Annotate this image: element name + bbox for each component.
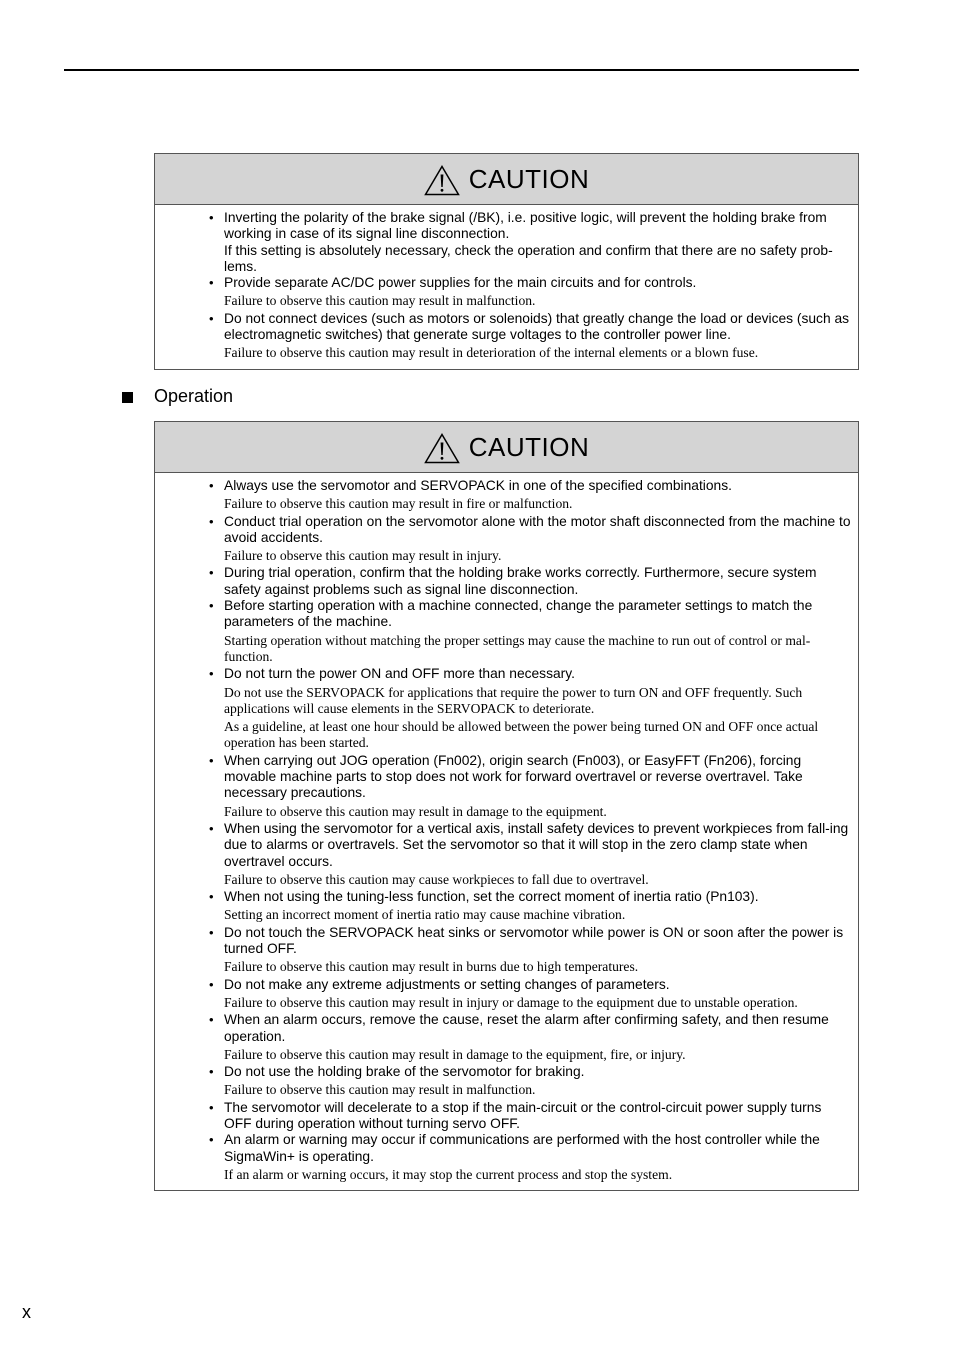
bullet-icon: • [209, 1099, 214, 1115]
caution-item-note: Failure to observe this caution may result in fire or malfunction. [224, 496, 573, 512]
bullet-icon: • [209, 565, 214, 581]
bullet-icon: • [209, 889, 214, 905]
section-heading-operation [122, 386, 233, 407]
bullet-icon: • [209, 820, 214, 836]
caution-item-text: When carrying out JOG operation (Fn002), origin search (Fn003), or EasyFFT (Fn206), forcing movable machine parts to stop does not work for forward overtravel or reverse overtravel. Take necessary precautions. [224, 752, 803, 801]
caution-item-text: Always use the servomotor and SERVOPACK in one of the specified combinations. [224, 478, 732, 493]
caution-item-note: Failure to observe this caution may result in damage to the equipment. [224, 803, 607, 819]
caution-item-content [224, 753, 852, 821]
caution-header [155, 422, 858, 473]
caution-item-content [224, 977, 852, 1013]
caution-item-content [224, 1100, 852, 1133]
caution-item [207, 666, 852, 752]
caution-item-text: When not using the tuning-less function, set the correct moment of inertia ratio (Pn103). [224, 889, 759, 905]
caution-item-content [224, 514, 852, 566]
caution-body [155, 473, 858, 1190]
caution-item-text: Before starting operation with a machine connected, change the parameter settings to match the parameters of the machine. [224, 598, 813, 630]
caution-item [207, 889, 852, 925]
caution-item-text: If this setting is absolutely necessary, check the operation and confirm that there are no safety prob-lems. [224, 242, 833, 274]
caution-item-text: During trial operation, confirm that the holding brake works correctly. Furthermore, secure system safety against problems such as signal line disconnection. [224, 565, 817, 597]
caution-header [155, 154, 858, 205]
caution-item [207, 275, 852, 311]
caution-item [207, 753, 852, 821]
caution-item [207, 565, 852, 598]
caution-item-note: Failure to observe this caution may result in malfunction. [224, 1082, 536, 1098]
page-number: x [22, 1302, 31, 1322]
bullet-icon: • [209, 310, 214, 326]
caution-item-note: Failure to observe this caution may result in deterioration of the internal elements or a blown fuse. [224, 345, 759, 361]
caution-item-content [224, 666, 852, 752]
caution-item-text: Do not touch the SERVOPACK heat sinks or servomotor while power is ON or soon after the power is turned OFF. [224, 924, 844, 957]
bullet-icon: • [209, 1012, 214, 1028]
caution-item-text: Do not use the holding brake of the servomotor for braking. [224, 1064, 585, 1080]
caution-item-content [224, 1064, 852, 1100]
caution-title: CAUTION [468, 431, 590, 462]
caution-item-note: Failure to observe this caution may result in malfunction. [224, 293, 536, 309]
caution-item-content [224, 275, 852, 311]
caution-item-content [224, 1012, 852, 1064]
caution-item-note: As a guideline, at least one hour should be allowed between the power being turned ON and OFF once actual operation has been started. [224, 719, 819, 751]
caution-item [207, 311, 852, 363]
caution-item-text: The servomotor will decelerate to a stop if the main-circuit or the control-circuit power supply turns OFF during operation without turning servo OFF. [224, 1099, 822, 1131]
caution-item-content [224, 925, 852, 977]
caution-item [207, 925, 852, 977]
caution-item-content [224, 821, 852, 889]
caution-title: CAUTION [468, 163, 590, 194]
caution-item-content [224, 210, 852, 275]
caution-item-text: Inverting the polarity of the brake signal (/BK), i.e. positive logic, will prevent the holding brake from working in case of its signal line disconnection. [224, 210, 827, 242]
caution-item-content [224, 311, 852, 363]
caution-item-content [224, 889, 852, 925]
caution-item-text: When using the servomotor for a vertical axis, install safety devices to prevent workpieces from fall-ing due to alarms or overtravels. Set the servomotor so that it will stop in the zero clamp state when overtravel occurs. [224, 820, 849, 869]
caution-item [207, 514, 852, 566]
caution-item-note: Setting an incorrect moment of inertia ratio may cause machine vibration. [224, 907, 626, 923]
caution-item [207, 1012, 852, 1064]
bullet-icon: • [209, 478, 214, 493]
caution-box-electrical [154, 153, 859, 370]
bullet-icon: • [209, 210, 214, 225]
header-rule [64, 69, 859, 71]
caution-item-note: Failure to observe this caution may cause workpieces to fall due to overtravel. [224, 871, 649, 887]
bullet-icon: • [209, 976, 214, 992]
caution-item [207, 1132, 852, 1184]
caution-item-text: When an alarm occurs, remove the cause, reset the alarm after confirming safety, and then resume operation. [224, 1012, 829, 1044]
caution-item [207, 977, 852, 1013]
caution-item-text: Conduct trial operation on the servomotor alone with the motor shaft disconnected from the machine to avoid accidents. [224, 513, 851, 545]
caution-item-note: If an alarm or warning occurs, it may stop the current process and stop the system. [224, 1166, 673, 1182]
bullet-icon: • [209, 1064, 214, 1080]
section-heading-text: Operation [154, 386, 234, 406]
caution-item-text: Do not connect devices (such as motors or solenoids) that greatly change the load or devices (such as electromagnetic switches) that generate surge voltages to the controller power line. [224, 310, 850, 343]
caution-item-text: An alarm or warning may occur if communications are performed with the host controller while the SigmaWin+ is operating. [224, 1132, 820, 1164]
caution-item-content [224, 1132, 852, 1184]
caution-item-note: Do not use the SERVOPACK for applications that require the power to turn ON and OFF frequently. Such applications will cause elements in the SERVOPACK to deteriorate. [224, 684, 803, 716]
bullet-icon: • [209, 924, 214, 940]
bullet-icon: • [209, 513, 214, 529]
caution-item [207, 821, 852, 889]
caution-item-note: Failure to observe this caution may result in damage to the equipment, fire, or injury. [224, 1046, 686, 1062]
caution-item [207, 598, 852, 666]
bullet-icon: • [209, 666, 214, 682]
bullet-icon: • [209, 275, 214, 291]
caution-item [207, 210, 852, 275]
caution-item-text: Provide separate AC/DC power supplies for the main circuits and for controls. [224, 275, 697, 291]
caution-item [207, 1100, 852, 1133]
caution-item-content [224, 565, 852, 598]
bullet-icon: • [209, 752, 214, 768]
caution-item-content [224, 478, 852, 514]
square-bullet-icon [122, 392, 133, 403]
bullet-icon: • [209, 598, 214, 614]
caution-item-note: Failure to observe this caution may result in injury. [224, 548, 502, 564]
caution-item-note: Failure to observe this caution may result in injury or damage to the equipment due to unstable operation. [224, 994, 798, 1010]
caution-item-note: Failure to observe this caution may result in burns due to high temperatures. [224, 959, 639, 975]
caution-item-content [224, 598, 852, 666]
warning-triangle-icon [424, 165, 460, 196]
caution-item [207, 478, 852, 514]
caution-body [155, 205, 858, 369]
warning-triangle-icon [424, 433, 460, 464]
bullet-icon: • [209, 1132, 214, 1148]
caution-item-text: Do not make any extreme adjustments or setting changes of parameters. [224, 976, 670, 992]
caution-item-text: Do not turn the power ON and OFF more than necessary. [224, 666, 575, 682]
caution-item [207, 1064, 852, 1100]
caution-item-note: Starting operation without matching the proper settings may cause the machine to run out of control or mal-function. [224, 632, 811, 664]
caution-box-operation [154, 421, 859, 1191]
